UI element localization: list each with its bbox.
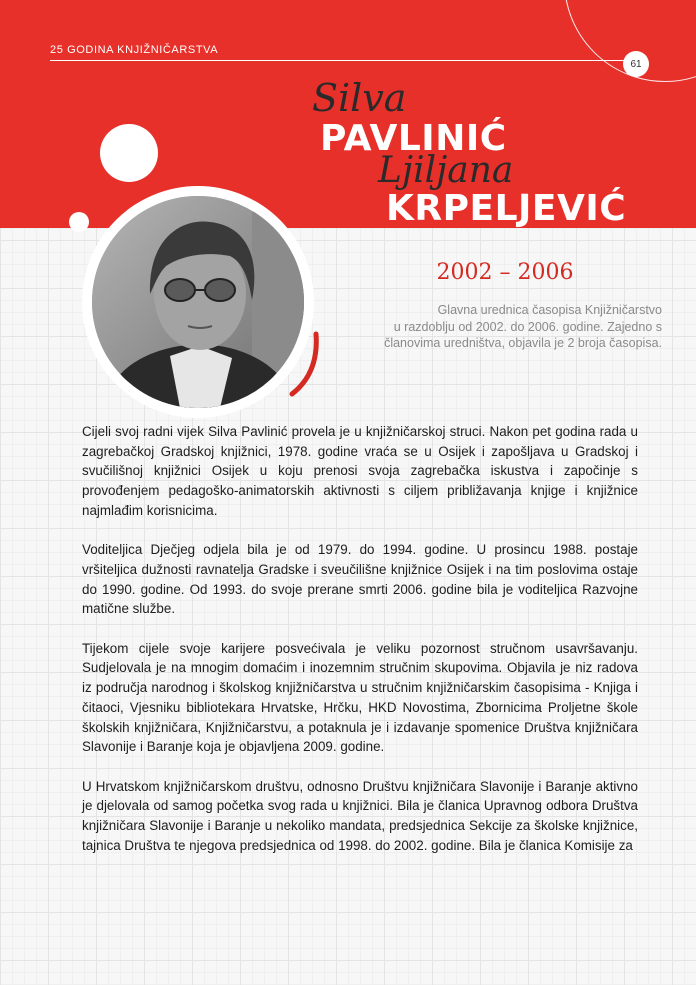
role-caption — [340, 302, 662, 352]
biography-text — [82, 422, 638, 875]
portrait-photo — [92, 196, 304, 408]
caption-line: Glavna urednica časopisa Knjižničarstvo — [437, 303, 662, 317]
biography-paragraph: Tijekom cijele svoje karijere posvećivala je veliku pozornost stručnom usavršavanju. Sudjelovala je na mnogim domaćim i inozemnim stručnim skupovima. Objavila je niz radova iz područja narodnog i školskog knjižničarstva u stručnim knjižničarskim časopisima - Knjiga i čitaoci, Vjesniku bibliotekara Hrvatske, Hrčku, HKD Novostima, Zbornicima Proljetne škole školskih knjižničara, Knjižničarstvu, a potaknula je i izdavanje spomenice Društva knjižničara Slavonije i Baranje koja je objavljena 2009. godine. — [82, 640, 638, 755]
decorative-red-arc — [286, 330, 326, 400]
caption-line: članovima uredništva, objavila je 2 broja časopisa. — [384, 336, 662, 350]
portrait-image — [92, 196, 304, 408]
header-rule — [50, 60, 640, 61]
first-name-ljiljana: Ljiljana — [378, 150, 514, 191]
page-number: 61 — [623, 51, 649, 77]
running-title: 25 GODINA KNJIŽNIČARSTVA — [50, 44, 219, 56]
biography-paragraph: Cijeli svoj radni vijek Silva Pavlinić provela je u knjižničarskoj struci. Nakon pet godina rada u zagrebačkoj Gradskoj knjižnici, 1978. godine vraća se u Osijek i zapošljava u Gradskoj i svučilišnoj knjižnici Osijek u koju prenosi svoja zagrebačka iskustva i započinje s provođenjem pedagoško-animatorskih aktivnosti s ciljem približavanja knjige i knjižnice najmlađim korisnicima. — [82, 424, 638, 518]
tenure-years: 2002 – 2006 — [436, 260, 574, 285]
header-banner — [0, 0, 696, 228]
caption-line: u razdoblju od 2002. do 2006. godine. Zajedno s — [393, 319, 662, 334]
first-name-silva: Silva — [312, 76, 407, 120]
surname-krpeljevic: KRPELJEVIĆ — [386, 188, 627, 228]
surname-pavlinic: PAVLINIĆ — [320, 118, 507, 159]
biography-paragraph: Voditeljica Dječjeg odjela bila je od 1979. do 1994. godine. U prosincu 1988. postaje vršiteljica dužnosti ravnatelja Gradske i sveučilišne knjižnice Osijek i na tim poslovima ostaje do 1990. godine. Od 1993. do svoje prerane smrti 2006. godine bila je voditeljica Razvojne matične službe. — [82, 542, 638, 617]
decorative-dot-large — [100, 124, 158, 182]
decorative-dot-small — [69, 212, 89, 232]
biography-paragraph: U Hrvatskom knjižničarskom društvu, odnosno Društvu knjižničara Slavonije i Baranje aktivno je djelovala od samog početka svog rada u knjižnici. Bila je članica Upravnog odbora Društva knjižničara Slavonije i Baranje u nekoliko mandata, predsjednica Sekcije za školske knjižnice, tajnica Društva te njegova predsjednica od 1998. do 2002. godine. Bila je članica Komisije za — [82, 778, 638, 853]
